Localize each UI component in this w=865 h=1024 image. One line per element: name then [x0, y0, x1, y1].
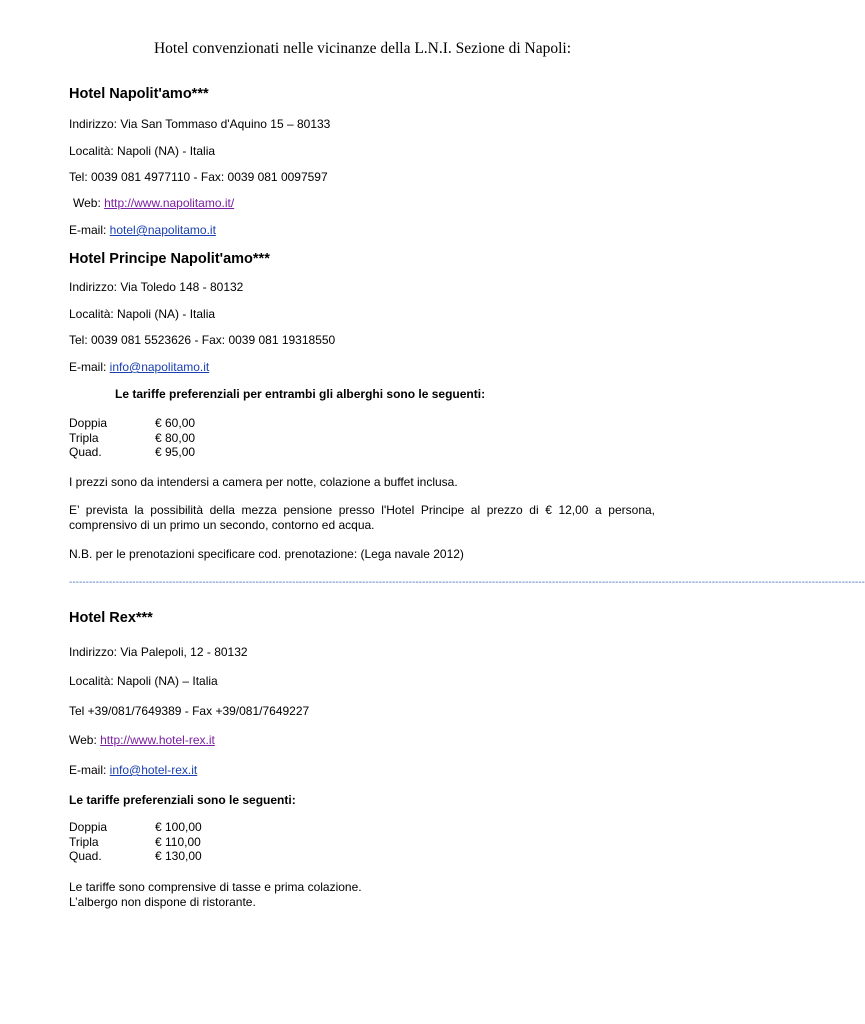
hotel-rex-tel: Tel +39/081/7649389 - Fax +39/081/7649227	[69, 704, 310, 718]
rates-note-prices: I prezzi sono da intendersi a camera per notte, colazione a buffet inclusa.	[69, 475, 458, 489]
rates-table	[69, 416, 195, 460]
hotel-napolitamo-web-link[interactable]: http://www.napolitamo.it/	[104, 196, 235, 210]
rate-row	[69, 416, 195, 431]
rate-row	[69, 835, 202, 850]
rate-row	[69, 820, 202, 835]
hotel-rex-address: Indirizzo: Via Palepoli, 12 - 80132	[69, 645, 248, 659]
section-divider: -----------------------------------------------------------------------------------------------------------------------------------------------------------------------------------------------------------------------------------------------	[69, 577, 865, 588]
hotel-rex-email	[69, 763, 197, 777]
hotel-principe-name: Hotel Principe Napolit'amo***	[69, 251, 270, 267]
room-price: € 95,00	[155, 445, 196, 459]
room-price: € 110,00	[155, 834, 201, 849]
room-price: € 60,00	[155, 416, 196, 430]
room-price: € 130,00	[155, 849, 202, 863]
room-type: Quad.	[69, 445, 102, 459]
room-type: Tripla	[69, 430, 99, 445]
room-type: Doppia	[69, 820, 108, 834]
email-label: E-mail:	[69, 360, 110, 374]
rex-note-taxes: Le tariffe sono comprensive di tasse e prima colazione.	[69, 880, 362, 894]
hotel-principe-tel: Tel: 0039 081 5523626 - Fax: 0039 081 19318550	[69, 333, 336, 347]
hotel-napolitamo-email-link[interactable]: hotel@napolitamo.it	[109, 223, 216, 237]
email-label: E-mail:	[69, 223, 110, 237]
rates-note-booking-code: N.B. per le prenotazioni specificare cod. prenotazione: (Lega navale 2012)	[69, 547, 464, 561]
hotel-rex-web-link[interactable]: http://www.hotel-rex.it	[100, 733, 215, 747]
rate-row	[69, 445, 195, 460]
rates-heading: Le tariffe preferenziali per entrambi gli alberghi sono le seguenti:	[115, 387, 486, 401]
hotel-napolitamo-tel: Tel: 0039 081 4977110 - Fax: 0039 081 0097597	[69, 170, 328, 184]
hotel-napolitamo-web	[73, 196, 234, 210]
room-price: € 80,00	[155, 430, 196, 445]
hotel-napolitamo-email	[69, 223, 216, 237]
hotel-rex-name: Hotel Rex***	[69, 610, 153, 626]
email-label: E-mail:	[69, 763, 110, 777]
web-label: Web:	[73, 196, 105, 210]
rex-note-restaurant: L’albergo non dispone di ristorante.	[69, 895, 256, 909]
rate-row	[69, 849, 202, 864]
hotel-napolitamo-name: Hotel Napolit'amo***	[69, 86, 209, 102]
room-type: Doppia	[69, 416, 108, 430]
room-price: € 100,00	[155, 820, 202, 834]
hotel-rex-email-link[interactable]: info@hotel-rex.it	[109, 763, 198, 777]
hotel-principe-locality: Località: Napoli (NA) - Italia	[69, 307, 216, 321]
rex-rates-heading: Le tariffe preferenziali sono le seguenti:	[69, 793, 296, 807]
hotel-principe-address: Indirizzo: Via Toledo 148 - 80132	[69, 280, 244, 294]
rates-note-half-board: E’ prevista la possibilità della mezza pensione presso l'Hotel Principe al prezzo di € 12,00 a persona, comprensivo di un primo un secondo, contorno ed acqua.	[69, 503, 655, 532]
room-type: Tripla	[69, 834, 99, 849]
room-type: Quad.	[69, 849, 102, 863]
hotel-napolitamo-locality: Località: Napoli (NA) - Italia	[69, 144, 216, 158]
hotel-napolitamo-address: Indirizzo: Via San Tommaso d'Aquino 15 – 80133	[69, 117, 331, 131]
document-title: Hotel convenzionati nelle vicinanze della L.N.I. Sezione di Napoli:	[153, 40, 572, 57]
hotel-principe-email-link[interactable]: info@napolitamo.it	[109, 360, 210, 374]
hotel-rex-locality: Località: Napoli (NA) – Italia	[69, 674, 218, 688]
rate-row	[69, 431, 195, 446]
hotel-principe-email	[69, 360, 209, 374]
hotel-rex-web	[69, 733, 215, 747]
rex-rates-table	[69, 820, 202, 864]
web-label: Web:	[69, 733, 101, 747]
